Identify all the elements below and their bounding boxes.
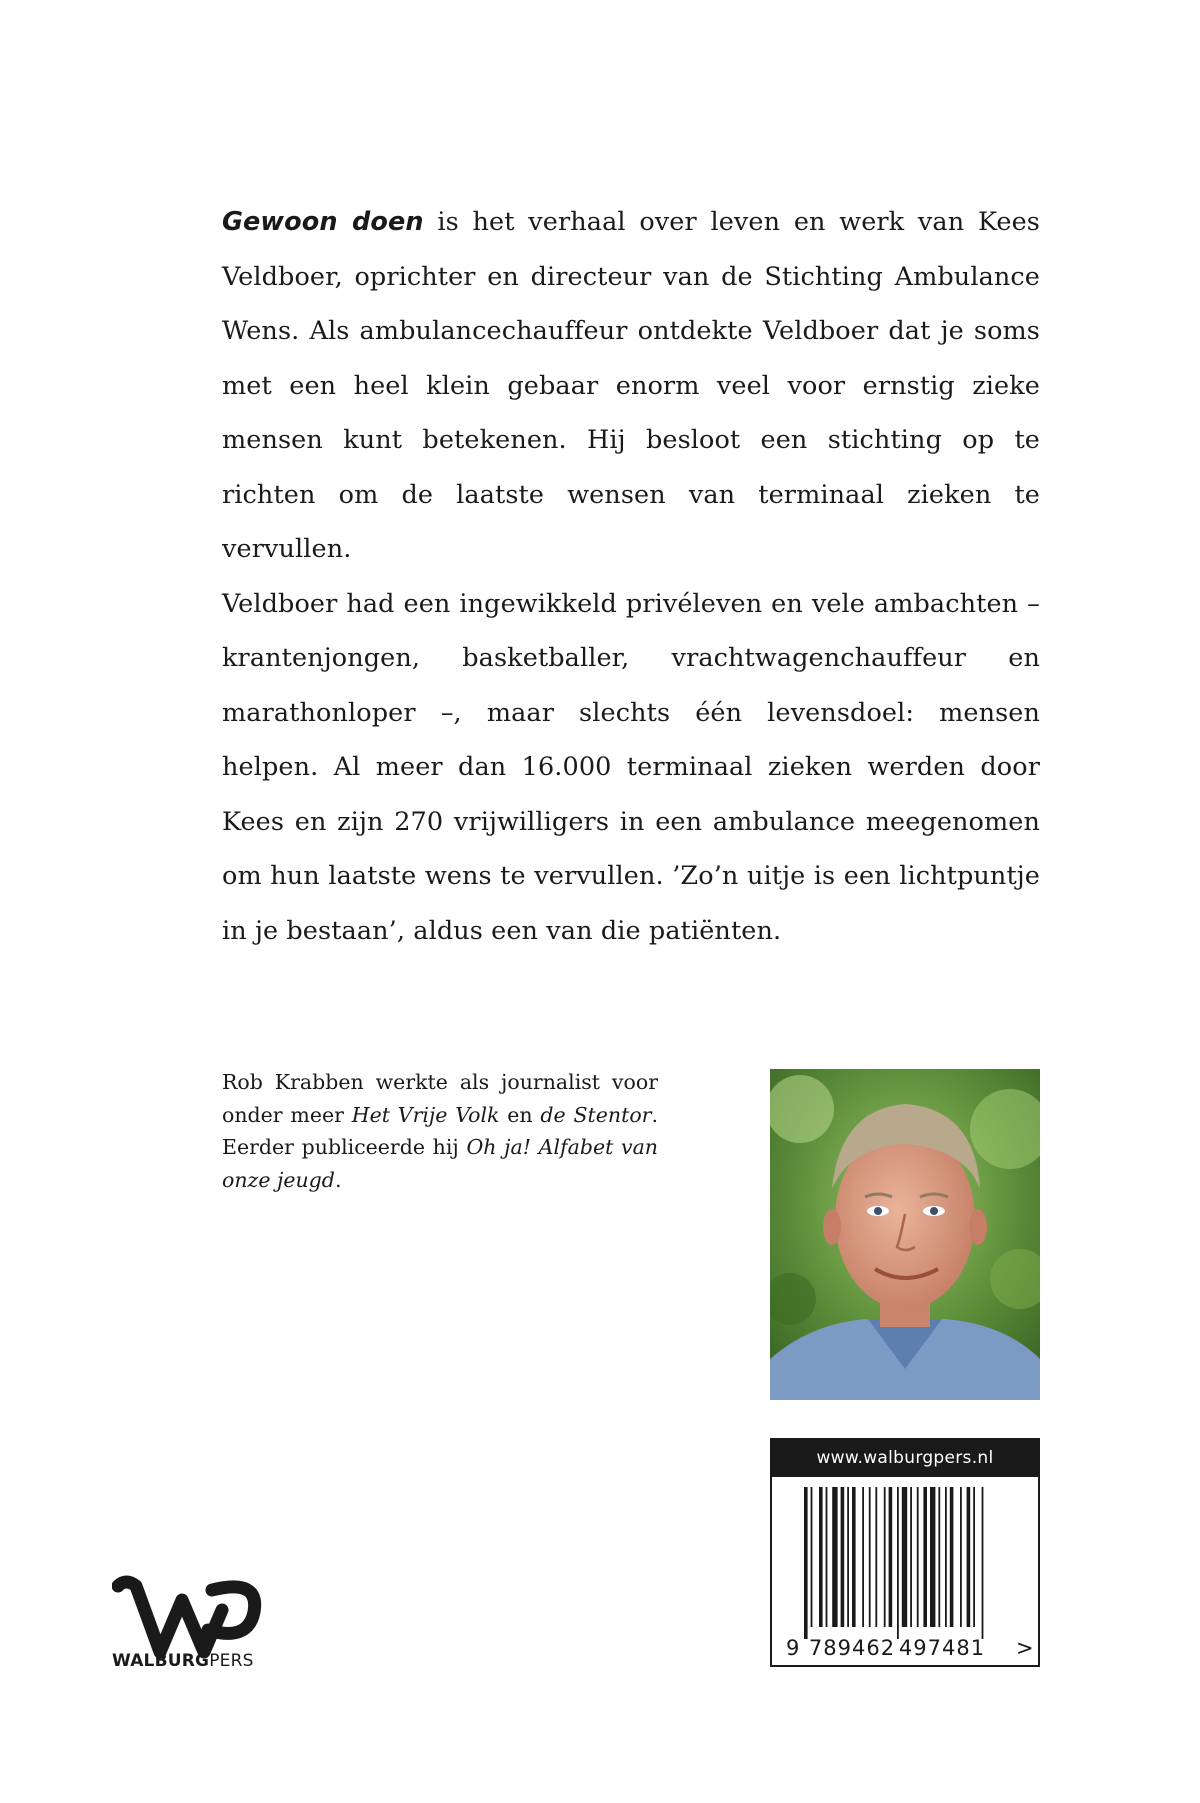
barcode-bar — [852, 1487, 856, 1627]
blurb-paragraph-1-text: is het verhaal over leven en werk van Kees Veldboer, oprichter en directeur van de Stichting Ambulance Wens. Als ambulancechauffeur ontdekte Veldboer dat je soms met een heel klein gebaar enorm veel voor ernstig zieke mensen kunt betekenen. Hij besloot een stichting op te richten om de laatste wensen van terminaal zieken te vervullen. — [222, 207, 1040, 564]
barcode-bar — [889, 1487, 893, 1627]
author-bio — [222, 1066, 658, 1196]
barcode-bar — [832, 1487, 837, 1627]
barcode-digits-left: 789462 — [808, 1636, 896, 1660]
author-bio-part: . — [334, 1167, 342, 1192]
barcode-graphic — [772, 1477, 1038, 1665]
barcode-bar — [967, 1487, 971, 1627]
book-reference: Oh ja! Alfabet van onze jeugd — [222, 1135, 658, 1192]
publication-title: de Stentor — [540, 1102, 652, 1127]
author-portrait-image — [770, 1069, 1040, 1400]
author-bio-part: en — [499, 1102, 541, 1127]
barcode-bar — [811, 1487, 813, 1627]
barcode-bar — [847, 1487, 849, 1627]
barcode-bar — [917, 1487, 919, 1627]
barcode-bar — [875, 1487, 877, 1627]
barcode-bar — [897, 1487, 899, 1639]
barcode-bar — [923, 1487, 927, 1627]
barcode-bar — [819, 1487, 823, 1627]
barcode-bar — [804, 1487, 808, 1639]
author-photo — [770, 1069, 1040, 1400]
publisher-name-bold: WALBURG — [112, 1651, 210, 1671]
barcode-bar — [973, 1487, 975, 1627]
publication-title: Het Vrije Volk — [351, 1102, 500, 1127]
barcode-lead-digit: 9 — [786, 1636, 800, 1660]
author-bio-part: . Eerder publiceerde hij — [222, 1102, 659, 1159]
author-bio-part: Rob Krabben werkte als journalist voor onder meer — [222, 1070, 658, 1127]
publisher-url: www.walburgpers.nl — [772, 1440, 1038, 1477]
back-cover-blurb — [222, 195, 1040, 958]
barcode-bar — [910, 1487, 912, 1627]
barcode-bar — [826, 1487, 828, 1627]
barcode-bar — [884, 1487, 886, 1627]
publisher-name-light: PERS — [209, 1651, 254, 1671]
barcode-digits-right: 497481 — [898, 1636, 986, 1660]
isbn-barcode — [770, 1438, 1040, 1667]
barcode-bar — [862, 1487, 864, 1627]
author-bio-text — [222, 1066, 658, 1196]
book-title: Gewoon doen — [222, 207, 424, 237]
barcode-bar — [945, 1487, 947, 1627]
publisher-wordmark — [112, 1651, 254, 1671]
barcode-bar — [869, 1487, 871, 1627]
barcode-bar — [938, 1487, 940, 1627]
barcode-bar — [930, 1487, 935, 1627]
barcode-bar — [841, 1487, 845, 1627]
blurb-paragraph-2: Veldboer had een ingewikkeld privéleven en vele ambachten – krantenjongen, basketballer, vrachtwagenchauffeur en marathonloper –, maar slechts één levensdoel: mensen helpen. Al meer dan 16.000 terminaal zieken werden door Kees en zijn 270 vrijwilligers in een ambulance meegenomen om hun laatste wens te vervullen. ’Zo’n uitje is een lichtpuntje in je bestaan’, aldus een van die patiënten. — [222, 588, 1040, 946]
barcode-arrow: > — [1016, 1636, 1034, 1660]
blurb-paragraph-1 — [222, 195, 1040, 577]
barcode-bar — [960, 1487, 962, 1627]
barcode-bar — [982, 1487, 984, 1639]
barcode-bar — [950, 1487, 954, 1627]
barcode-bar — [902, 1487, 907, 1627]
